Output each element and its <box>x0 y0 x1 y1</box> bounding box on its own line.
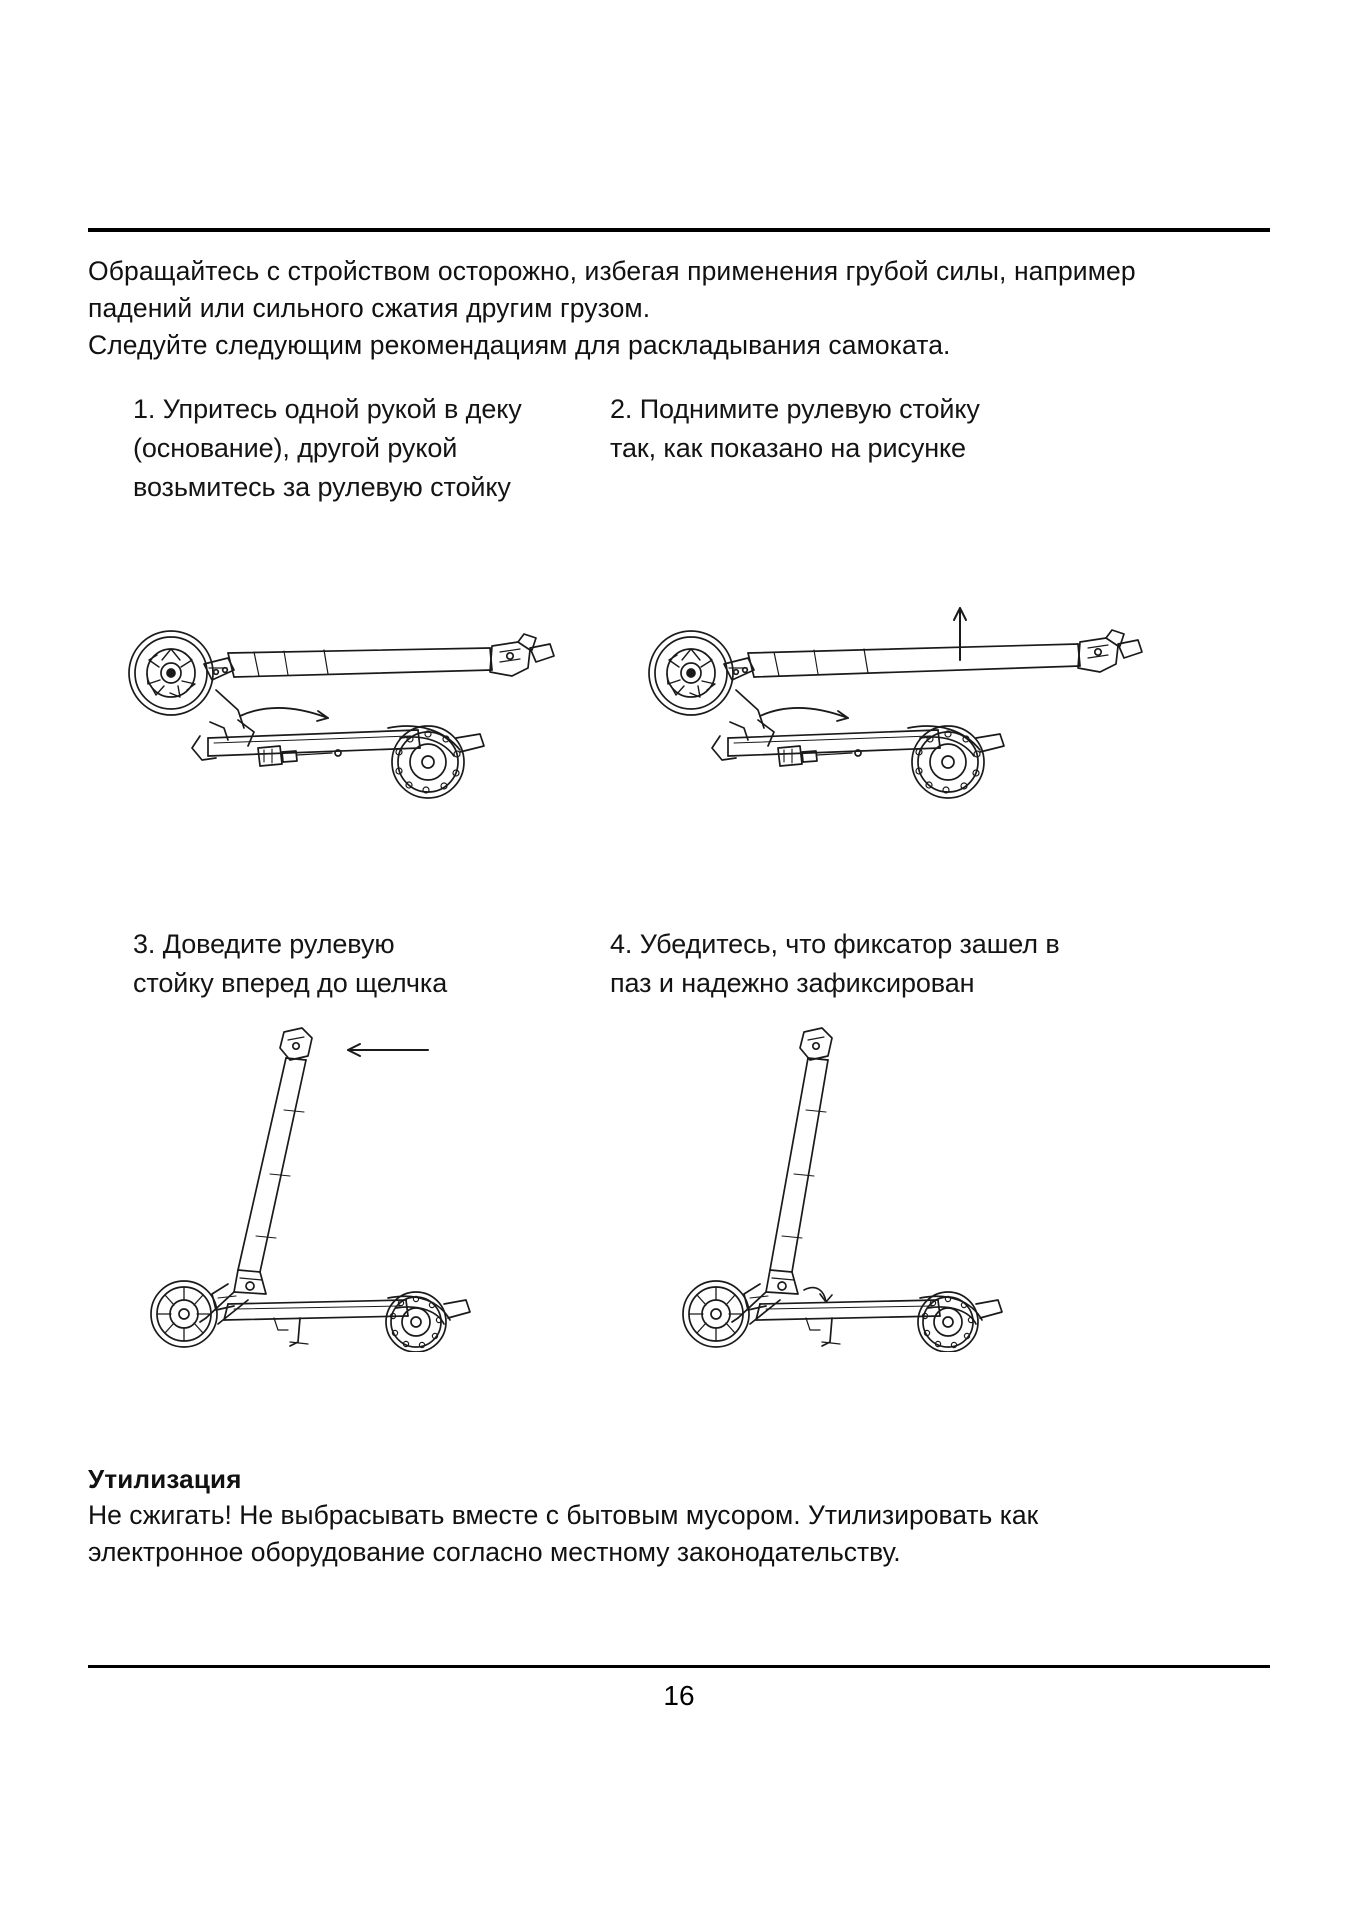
figure-step-1 <box>88 598 608 818</box>
intro-line-2: падений или сильного сжатия другим грузом. <box>88 293 651 323</box>
footer-divider-rule <box>88 1665 1270 1668</box>
disposal-heading: Утилизация <box>88 1464 242 1494</box>
step-3-line-2: стойку вперед до щелчка <box>133 968 448 998</box>
step-2-line-1: 2. Поднимите рулевую стойку <box>610 394 980 424</box>
disposal-section <box>88 1462 1270 1571</box>
figures-row-1 <box>88 598 1270 818</box>
step-3-line-1: 3. Доведите рулевую <box>133 929 395 959</box>
scooter-upright-push-forward-icon <box>88 1022 608 1352</box>
intro-paragraphs <box>88 253 1270 364</box>
scooter-upright-latch-locked-icon <box>608 1022 1228 1352</box>
step-1-line-2: (основание), другой рукой <box>133 433 458 463</box>
step-captions-row-1 <box>88 390 1270 507</box>
step-4-caption <box>610 925 1170 1003</box>
step-1-caption <box>88 390 610 507</box>
step-1-line-1: 1. Упритесь одной рукой в деку <box>133 394 522 424</box>
step-captions-row-2 <box>88 925 1270 1003</box>
figures-row-2 <box>88 1022 1270 1352</box>
intro-line-3: Следуйте следующим рекомендациям для раскладывания самоката. <box>88 330 951 360</box>
step-1-line-3: возьмитесь за рулевую стойку <box>133 472 511 502</box>
step-4-line-1: 4. Убедитесь, что фиксатор зашел в <box>610 929 1060 959</box>
step-2-line-2: так, как показано на рисунке <box>610 433 966 463</box>
header-divider-rule <box>88 228 1270 232</box>
disposal-line-2: электронное оборудование согласно местному законодательству. <box>88 1537 901 1567</box>
step-2-caption <box>610 390 1170 507</box>
intro-line-1: Обращайтесь с стройством осторожно, избегая применения грубой силы, например <box>88 256 1136 286</box>
figure-step-3 <box>88 1022 608 1352</box>
scooter-folded-hold-deck-icon <box>88 598 608 808</box>
scooter-folded-lift-stem-icon <box>608 598 1228 808</box>
step-3-caption <box>88 925 610 1003</box>
figure-step-2 <box>608 598 1228 818</box>
page-number: 16 <box>663 1680 695 1711</box>
step-4-line-2: паз и надежно зафиксирован <box>610 968 975 998</box>
disposal-line-1: Не сжигать! Не выбрасывать вместе с бытовым мусором. Утилизировать как <box>88 1500 1039 1530</box>
figure-step-4 <box>608 1022 1228 1352</box>
